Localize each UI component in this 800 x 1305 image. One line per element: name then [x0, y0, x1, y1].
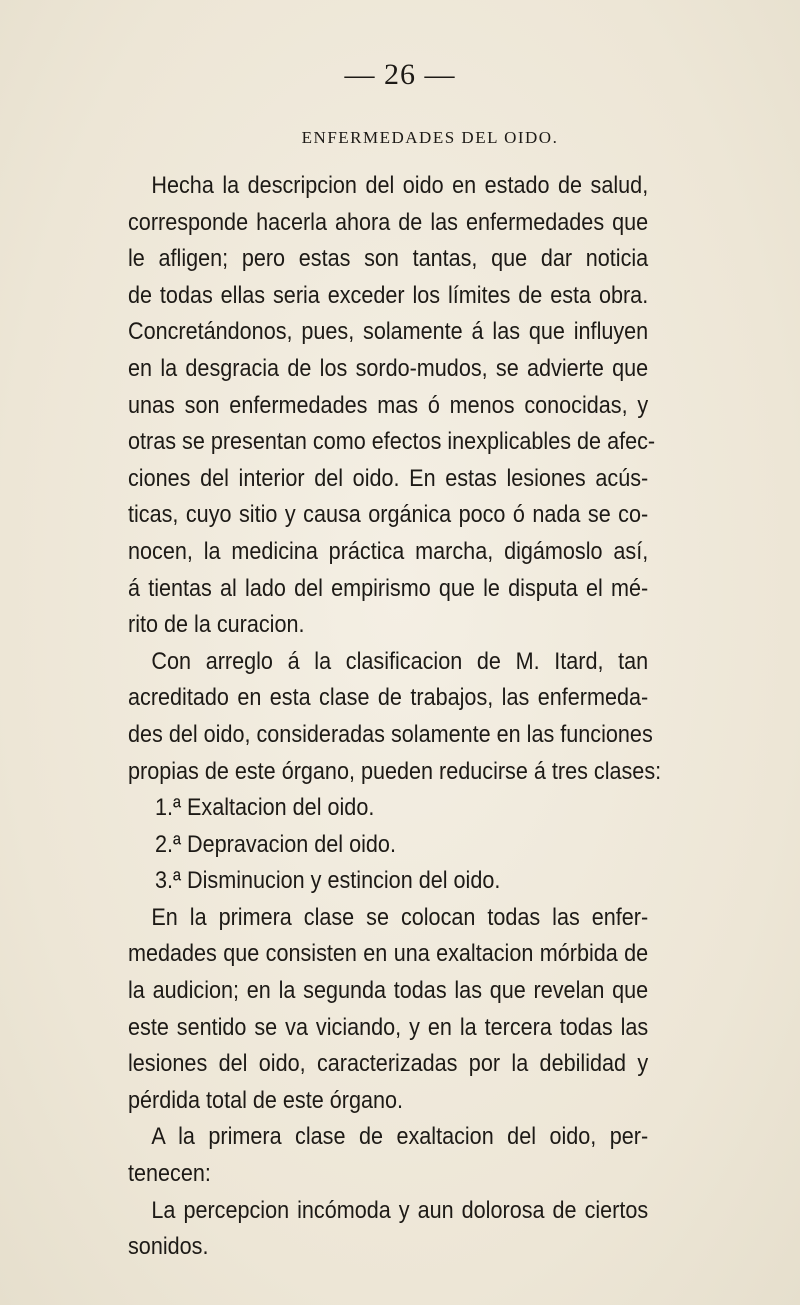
text-line: tenecen: — [128, 1160, 211, 1188]
list-item: 2.ª Depravacion del oido. — [155, 830, 396, 858]
text-line: la audicion; en la segunda todas las que revelan que — [128, 977, 649, 1005]
running-head: ENFERMEDADES DEL OIDO. — [301, 128, 559, 147]
text-line: en la desgracia de los sordo-mudos, se advierte que — [128, 354, 649, 382]
text-line: sonidos. — [128, 1233, 209, 1261]
text-line: La percepcion incómoda y aun dolorosa de ciertos — [151, 1196, 649, 1224]
text-line: de todas ellas seria exceder los límites de esta obra. — [128, 281, 649, 309]
text-line: Hecha la descripcion del oido en estado de salud, — [151, 172, 649, 199]
text-line: rito de la curacion. — [128, 611, 305, 639]
text-line: Concretándonos, pues, solamente á las que influyen — [128, 318, 649, 346]
text-line: nocen, la medicina práctica marcha, digámoslo así, — [128, 537, 649, 565]
text-line: unas son enfermedades mas ó menos conocidas, y — [128, 391, 649, 419]
text-line: des del oido, consideradas solamente en las funciones — [128, 720, 653, 748]
text-line: ticas, cuyo sitio y causa orgánica poco ó nada se co- — [128, 501, 649, 529]
text-line: pérdida total de este órgano. — [128, 1086, 404, 1114]
text-line: Con arreglo á la clasificacion de M. Itard, tan — [151, 647, 649, 675]
text-line: A la primera clase de exaltacion del oido, per- — [151, 1123, 649, 1151]
body-text — [128, 168, 662, 1266]
text-line: otras se presentan como efectos inexplicables de afec- — [128, 428, 656, 456]
text-line: ciones del interior del oido. En estas lesiones acús- — [128, 464, 649, 492]
page-number: — 26 — — [344, 58, 456, 91]
text-line: acreditado en esta clase de trabajos, las enfermeda- — [128, 684, 649, 712]
text-line: propias de este órgano, pueden reducirse á tres clases: — [128, 757, 662, 785]
text-line: le afligen; pero estas son tantas, que dar noticia — [128, 245, 649, 273]
list-item: 1.ª Exaltacion del oido. — [155, 794, 375, 822]
list-item: 3.ª Disminucion y estincion del oido. — [155, 867, 501, 895]
text-line: En la primera clase se colocan todas las enfer- — [151, 903, 649, 931]
text-line: á tientas al lado del empirismo que le disputa el mé- — [128, 574, 649, 602]
text-line: medades que consisten en una exaltacion mórbida de — [128, 940, 649, 968]
text-line: este sentido se va viciando, y en la tercera todas las — [128, 1013, 649, 1041]
text-line: lesiones del oido, caracterizadas por la debilidad y — [128, 1050, 649, 1078]
text-line: corresponde hacerla ahora de las enfermedades que — [128, 208, 649, 236]
